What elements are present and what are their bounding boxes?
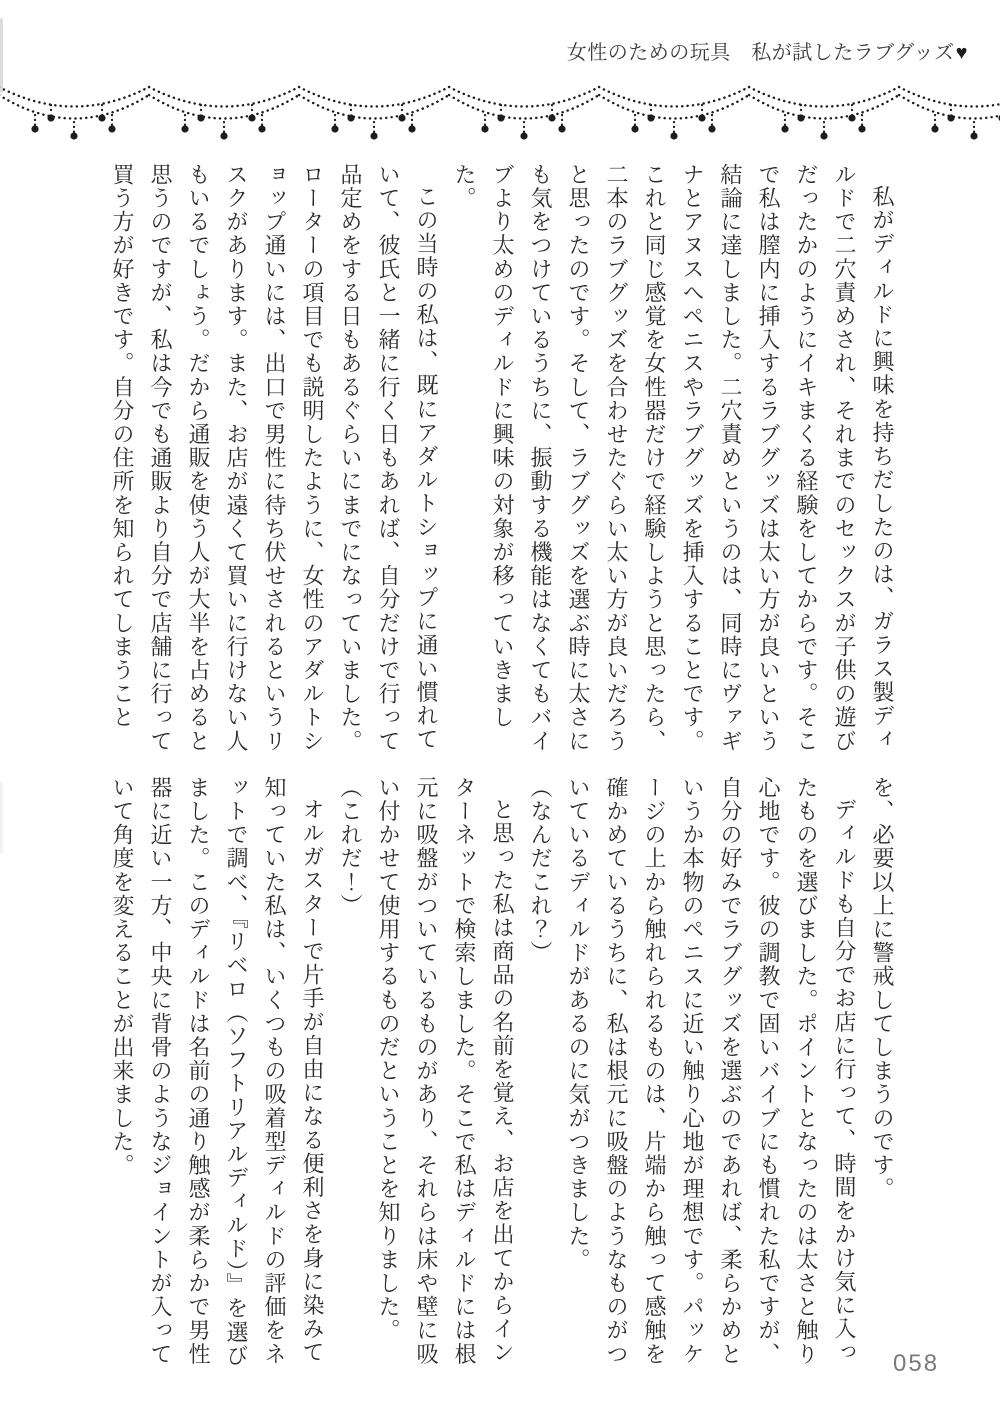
paragraph: ディルドも自分でお店に行って、時間をかけ気に入ったものを選びました。ポイントとなったのは太さと触り心地です。彼の調教で固いバイブにも慣れた私ですが、自分の好みでラブグッズを選ぶのであれば、柔らかめというか本物のペニスに近い触り心地が理想です。パッケージの上から触れられるものは、片端から触って感触を確かめているうちに、私は根元に吸盤のようなものがついているディルドがあるのに気がつきました。 [566, 776, 857, 1366]
text-block-top [103, 163, 901, 754]
paragraph: 私がディルドに興味を持ちだしたのは、ガラス製ディルドで二穴責めされ、それまでのセックスが子供の遊びだったかのようにイキまくる経験をしてからです。そこで私は膣内に挿入するラブグッズは太い方が良いという結論に達しました。二穴責めというのは、同時にヴァギナとアヌスへペニスやラブグッズを挿入することです。これと同じ感覚を女性器だけで経験しようと思ったら、二本のラブグッズを合わせたぐらい太い方が良いだろうと思ったのです。そして、ラブグッズを選ぶ時に太さにも気をつけているうちに、振動する機能はなくてもバイブより太めのディルドに興味の対象が移っていきました。 [452, 163, 895, 753]
paragraph: この当時の私は、既にアダルトショップに通い慣れていて、彼氏と一緒に行く日もあれば、自分だけで行って品定めをする日もあるぐらいにまでになっていました。ローターの項目でも説明したように、女性のアダルトショップ通いには、出口で男性に待ち伏せされるというリスクがあります。また、お店が遠くて買いに行けない人もいるでしょう。だから通販を使う人が大半を占めると思うのですが、私は今でも通販より自分で店舗に行って買う方が好きです。自分の住所を知られてしまうこと [110, 163, 439, 753]
scan-artifact [0, 782, 3, 854]
heart-icon: ♥ [955, 42, 968, 64]
paragraph: と思った私は商品の名前を覚え、お店を出てからインターネットで検索しました。そこで私はディルドには根元に吸盤がついているものがあり、それらは床や壁に吸い付かせて使用するものだということを知りました。 [376, 776, 515, 1366]
text-block-bottom [103, 776, 901, 1368]
paragraph: を、必要以上に警戒してしまうのです。 [870, 776, 895, 1201]
paragraph: オルガスターで片手が自由になる便利さを身に染みて知っていた私は、いくつもの吸着型ディルドの評価をネットで調べ、『リベロ（ソフトリアルディルド）』を選びました。このディルドは名前の通り触感が柔らかで男性器に近い一方、中央に背骨のようなジョイントが入っていて角度を変えることが出来ました。 [110, 776, 325, 1368]
scan-artifact [0, 18, 3, 93]
page-number: 058 [893, 1350, 940, 1377]
page-header [567, 36, 968, 65]
paragraph: （なんだこれ？） [528, 776, 553, 965]
garland-border-decoration [0, 82, 1000, 144]
paragraph: （これだ！） [338, 776, 363, 918]
header-title: 女性のための玩具 私が試したラブグッズ [566, 42, 955, 64]
